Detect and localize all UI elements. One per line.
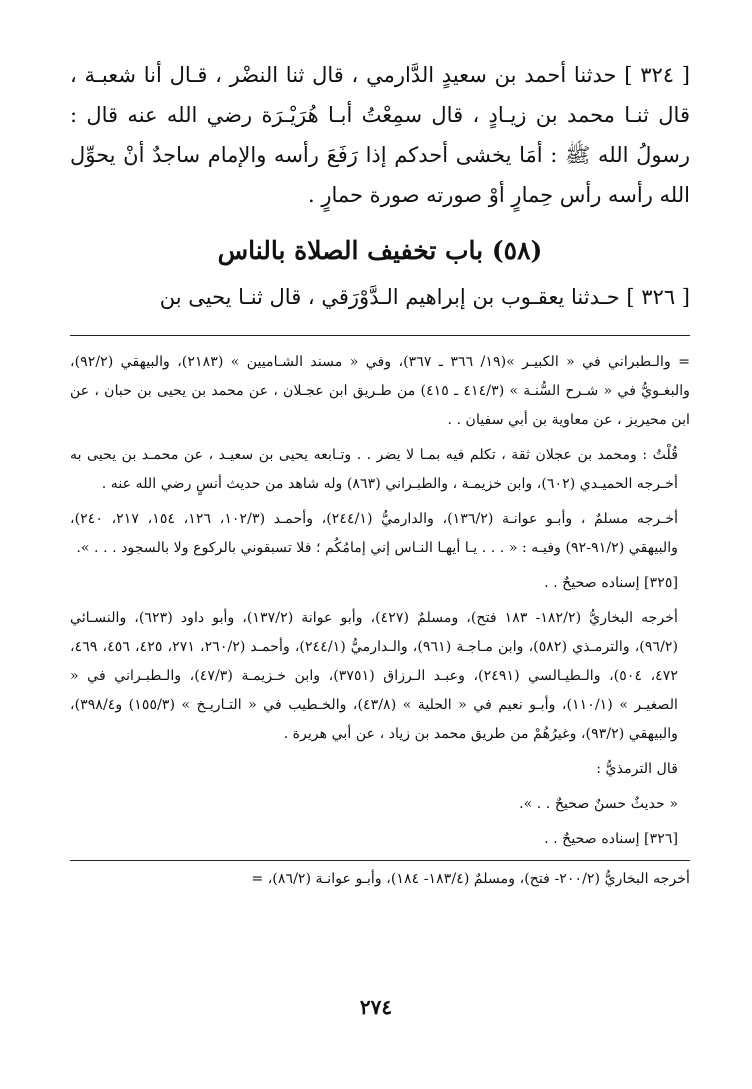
footnote-takhrij: أخـرجه مسلمٌ ، وأبـو عوانـة (١٣٦/٢)، والدارميُّ (٢٤٤/١)، وأحمـد (١٠٢/٣، ١٢٦، ١٥٤، ٢١٧، ٢٤٠)، والبيهقي (٩١/٢-٩٢) وفيـه : « . . . يـا أيهـا النـاس إني إمامُكُم ؛ فلا تسبقوني بالركوع ولا بالسجود . . . ». <box>70 511 679 556</box>
chapter-heading: (٥٨) باب تخفيف الصلاة بالناس <box>217 236 543 265</box>
footnote-326-takhrij: أخرجه البخاريُّ (٢٠٠/٢- فتح)، ومسلمٌ (١٨٣/٤- ١٨٤)، وأبـو عوانـة (٨٦/٢)، = <box>251 871 690 887</box>
footnote-divider <box>70 335 690 336</box>
footnote-326-grade: [٣٢٦] إسناده صحيحٌ . . <box>544 831 678 847</box>
footnote-325-grade: [٣٢٥] إسناده صحيحٌ . . <box>544 575 678 591</box>
page-body <box>70 55 690 900</box>
footnote-remark: قُلْتُ : ومحمد بن عجلان ثقة ، تكلم فيه بمـا لا يضر . . وتـابعه يحيى بن سعيـد ، عن محمـد بن يحيى به أخـرجه الحميـدي (٦٠٢)، وابن خزيمـة ، والطبـراني (٨٦٣) وله شاهد من حديث أنسٍ رضي الله عنه . <box>70 447 678 492</box>
footnote-inner-divider <box>70 860 690 861</box>
footnote-325-takhrij: أخرجه البخاريُّ (١٨٢/٢- ١٨٣ فتح)، ومسلمٌ (٤٢٧)، وأبو عوانة (١٣٧/٢)، وأبو داود (٦٢٣)، والنسـائي (٩٦/٢)، والترمـذي (٥٨٢)، وابن مـاجـة (٩٦١)، والـدارميُّ (٢٤٤/١)، وأحمـد (٢٦٠/٢، ٢٧١، ٤٢٥، ٤٥٦، ٤٦٩، ٤٧٢، ٥٠٤)، والـطيـالسي (٢٤٩١)، وعبـد الـرزاق (٣٧٥١)، وابن خـزيمـة (٤٧/٣)، والـطبـراني في « الصغيـر » (١١٠/١)، وأبـو نعيم في « الحلية » (٤٣/٨)، والخـطيب في « التـاريـخ » (١٥٥/٣) و٣٩٨/٤)، والبيهقي (٩٣/٢)، وغيرُهُمْ من طريق محمد بن زياد ، عن أبي هريرة . <box>70 610 679 742</box>
footnote-tirmidhi-label: قال الترمذيُّ : <box>596 761 678 777</box>
hadith-324-paragraph: [ ٣٢٤ ] حدثنا أحمد بن سعيدٍ الدَّارمي ، قال ثنا النضْر ، قـال أنا شعبـة ، قال ثنـا محمد بن زيـادٍ ، قال سمِعْتُ أبـا هُرَيْـرَة رضي الله عنه قال : رسولُ الله ﷺ : أمَا يخشى أحدكم إذا رَفَعَ رأسه والإمام ساجدٌ أنْ يحوِّل الله رأسه رأس حِمارٍ أوْ صورته صورة حمارٍ . <box>70 63 690 207</box>
footnote-continuation: = والـطبراني في « الكبيـر »(١٩/ ٣٦٦ ـ ٣٦٧)، وفي « مسند الشـاميين » (٢١٨٣)، والبيهقي (٩٢/٢)، والبغـويُّ في « شـرح السُّنـة » (٤١٤/٣ ـ ٤١٥) من طـريق ابن عجـلان ، عن محمد بن يحيى بن حبان ، عن ابن محيريز ، عن معاوية بن أبي سفيان . . <box>70 354 691 428</box>
hadith-326-paragraph: [ ٣٢٦ ] حـدثنا يعقـوب بن إبراهيم الـدَّوْرَقي ، قال ثنـا يحيى بن <box>159 285 690 309</box>
page-number: ٢٧٤ <box>359 995 393 1019</box>
footnote-tirmidhi-quote: « حديثٌ حسنٌ صحيحٌ . . ». <box>519 796 678 812</box>
footnotes <box>70 348 690 894</box>
main-text <box>70 55 690 317</box>
